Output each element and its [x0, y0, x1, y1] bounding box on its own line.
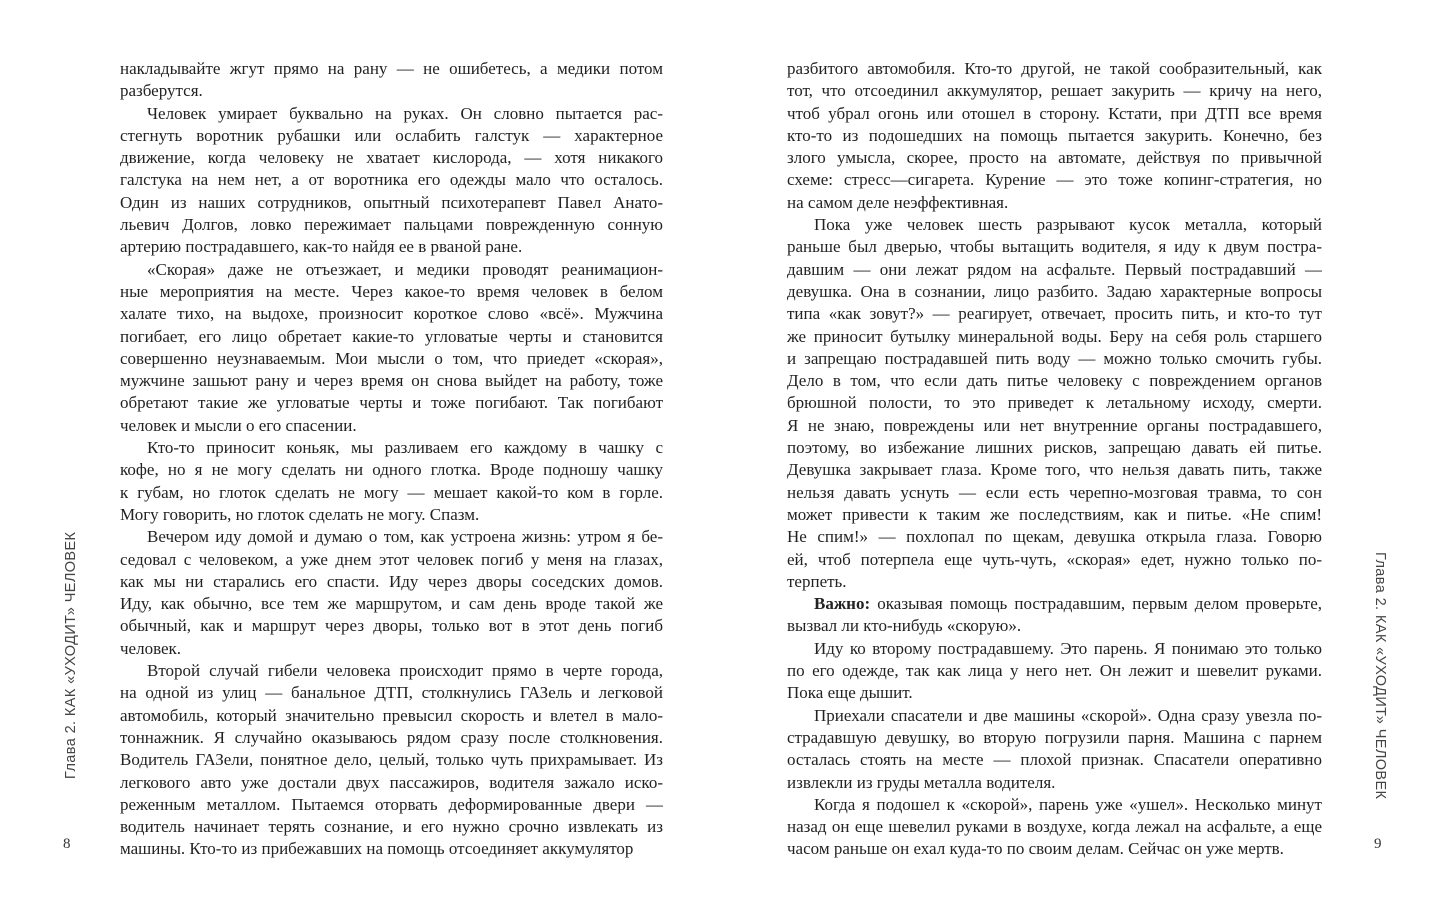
text-line: автомобиль, который значительно превысил скорость и влетел в мало-	[120, 705, 663, 725]
text-line: вызвал ли кто-нибудь «скорую».	[787, 616, 1022, 636]
running-header-right: Глава 2. КАК «УХОДИТ» ЧЕЛОВЕК	[1372, 552, 1388, 800]
text-line: погибает, его лицо обретает какие-то угловатые черты и становится	[120, 326, 663, 346]
text-line: Иду, как обычно, все тем же маршрутом, и сам день вроде такой же	[120, 594, 663, 614]
text-line: халате тихо, на выдохе, произносит короткое слово «всё». Мужчина	[120, 304, 663, 324]
text-line: человек и мысли о его спасении.	[120, 415, 357, 435]
text-line: же приносит бутылку минеральной воды. Беру на себя роль старшего	[787, 326, 1322, 346]
text-line: Дело в том, что если дать питье человеку с повреждением органов	[787, 371, 1322, 391]
text-line: извлекли из груды металла водителя.	[787, 772, 1056, 792]
page-number-right: 9	[1374, 836, 1382, 852]
text-line: назад он еще шевелил руками в воздухе, когда лежал на асфальте, а еще	[787, 817, 1322, 837]
paragraph	[120, 660, 663, 861]
paragraph	[787, 214, 1322, 593]
text-line: нельзя давать уснуть — если есть черепно-мозговая травма, то сон	[787, 482, 1322, 502]
text-line: Не спим!» — похлопал по щекам, девушка открыла глаза. Говорю	[787, 527, 1322, 547]
text-line: Могу говорить, но глоток сделать не могу. Спазм.	[120, 504, 480, 524]
text-line: как мы ни старались его спасти. Иду через дворы соседских домов.	[120, 571, 663, 591]
text-line: ей, чтоб потерпела еще чуть-чуть, «скорая» едет, нужно только по-	[787, 549, 1322, 569]
text-line: девушка. Она в сознании, лицо разбито. Задаю характерные вопросы	[787, 281, 1322, 301]
text-line: обычный, как и маршрут через дворы, только вот в этот день погиб	[120, 616, 663, 636]
text-line: брюшной полости, то это приведет к летальному исходу, смерти.	[787, 393, 1322, 413]
text-line: часом раньше он ехал куда-то по своим делам. Сейчас он уже мертв.	[787, 839, 1284, 859]
text-line: Человек умирает буквально на руках. Он словно пытается рас-	[147, 103, 663, 123]
text-line: и запрещаю пострадавшей пить воду — можно только смочить губы.	[787, 348, 1322, 368]
text-line: по его одежде, так как лица у него нет. Он лежит и шевелит руками.	[787, 661, 1322, 681]
text-line: Кто-то приносит коньяк, мы разливаем его каждому в чашку с	[147, 438, 663, 458]
text-line: Один из наших сотрудников, опытный психотерапевт Павел Анато-	[120, 192, 663, 212]
text-line: совершенно неузнаваемым. Мои мысли о том, что приедет «скорая»,	[120, 348, 663, 368]
text-line: кто-то из подошедших на помощь пытается закурить. Конечно, без	[787, 125, 1322, 145]
text-line: Пока еще дышит.	[787, 683, 913, 703]
paragraph	[120, 259, 663, 437]
paragraph	[120, 103, 663, 259]
page-number-left: 8	[63, 836, 71, 852]
text-line: поэтому, во избежание лишних рисков, запрещаю давать ей питье.	[787, 438, 1322, 458]
paragraph	[787, 794, 1322, 861]
running-header-left: Глава 2. КАК «УХОДИТ» ЧЕЛОВЕК	[63, 531, 79, 779]
text-line: льевич Долгов, ловко пережимает пальцами поврежденную сонную	[120, 215, 663, 235]
text-line: галстука на нем нет, а от воротника его одежды мало что осталось.	[120, 170, 663, 190]
text-line: тот, что отсоединил аккумулятор, решает закурить — кричу на него,	[787, 81, 1322, 101]
text-line: тоннажник. Я случайно оказываюсь рядом сразу после столкновения.	[120, 727, 663, 747]
paragraph	[787, 58, 1322, 214]
text-line: схеме: стресс—сигарета. Курение — это тоже копинг-стратегия, но	[787, 170, 1322, 190]
text-line: раньше был дверью, чтобы вытащить водителя, я иду к двум постра-	[787, 237, 1322, 257]
text-line: ные мероприятия на месте. Через какое-то время человек в белом	[120, 281, 663, 301]
text-line: реженным металлом. Пытаемся оторвать деформированные двери —	[120, 794, 663, 814]
text-line: Вечером иду домой и думаю о том, как устроена жизнь: утром я бе-	[147, 527, 663, 547]
paragraph	[120, 58, 663, 103]
text-line: Приехали спасатели и две машины «скорой». Одна сразу увезла по-	[814, 705, 1322, 725]
text-line: разберутся.	[120, 81, 203, 101]
text-line: страдавшую девушку, во вторую погрузили парня. Машина с парнем	[787, 727, 1322, 747]
text-line: движение, когда человеку не хватает кислорода, — хотя никакого	[120, 148, 663, 168]
text-line: обретают такие же угловатые черты и тоже погибают. Так погибают	[120, 393, 663, 413]
text-line: седовал с человеком, а уже днем этот человек погиб у меня на глазах,	[120, 549, 663, 569]
text-line: злого умысла, скорее, просто на автомате, действуя по привычной	[787, 148, 1322, 168]
paragraph	[787, 638, 1322, 705]
text-line: осталась стоять на месте — плохой признак. Спасатели оперативно	[787, 750, 1322, 770]
text-line: на одной из улиц — банальное ДТП, столкнулись ГАЗель и легковой	[120, 683, 663, 703]
text-line: может привести к таким же последствиям, как и питье. «Не спим!	[787, 504, 1322, 524]
text-line: Девушка закрывает глаза. Кроме того, что нельзя давать пить, также	[787, 460, 1322, 480]
text-line: Пока уже человек шесть разрывают кусок металла, который	[814, 215, 1322, 235]
text-line: кофе, но я не могу сделать ни одного глотка. Вроде подношу чашку	[120, 460, 663, 480]
text-line: легкового авто уже достали двух пассажиров, водителя зажало иско-	[120, 772, 663, 792]
text-line: водитель начинает терять сознание, и его нужно срочно извлекать из	[120, 817, 663, 837]
text-line: разбитого автомобиля. Кто-то другой, не такой сообразительный, как	[787, 59, 1322, 78]
text-line: типа «как зовут?» — реагирует, отвечает, просить пить, и кто-то тут	[787, 304, 1322, 324]
text-line: к губам, но глоток сделать не могу — мешает какой-то ком в горле.	[120, 482, 663, 502]
text-line: артерию пострадавшего, как-то найдя ее в рваной ране.	[120, 237, 523, 257]
text-line: Второй случай гибели человека происходит прямо в черте города,	[147, 661, 663, 681]
page-right-text-column	[787, 58, 1322, 861]
text-line: давшим — они лежат рядом на асфальте. Первый пострадавший —	[787, 259, 1322, 279]
paragraph	[120, 526, 663, 660]
paragraph	[120, 437, 663, 526]
paragraph	[787, 593, 1322, 638]
text-line: чтоб убрал огонь или отошел в сторону. Кстати, при ДТП все время	[787, 103, 1322, 123]
text-line: терпеть.	[787, 571, 847, 591]
text-line: на самом деле неэффективная.	[787, 192, 1009, 212]
text-line: мужчине зашьют рану и через время он снова выйдет на работу, тоже	[120, 371, 663, 391]
bold-lead: Важно:	[814, 594, 871, 614]
text-line: стегнуть воротник рубашки или ослабить галстук — характерное	[120, 125, 663, 145]
page-left-text-column	[120, 58, 663, 861]
text-line: Водитель ГАЗели, понятное дело, целый, только чуть прихрамывает. Из	[120, 750, 663, 770]
text-line: накладывайте жгут прямо на рану — не ошибетесь, а медики потом	[120, 59, 663, 78]
text-line: Важно: оказывая помощь пострадавшим, первым делом проверьте,	[814, 594, 1322, 614]
text-line: человек.	[120, 638, 182, 658]
text-line: Иду ко второму пострадавшему. Это парень. Я понимаю это только	[814, 638, 1322, 658]
text-line: Когда я подошел к «скорой», парень уже «ушел». Несколько минут	[814, 794, 1322, 814]
paragraph	[787, 705, 1322, 794]
text-line: машины. Кто-то из прибежавших на помощь отсоединяет аккумулятор	[120, 839, 634, 859]
text-line: Я не знаю, повреждены или нет внутренние органы пострадавшего,	[787, 415, 1322, 435]
text-line: «Скорая» даже не отъезжает, и медики проводят реанимацион-	[147, 259, 663, 279]
